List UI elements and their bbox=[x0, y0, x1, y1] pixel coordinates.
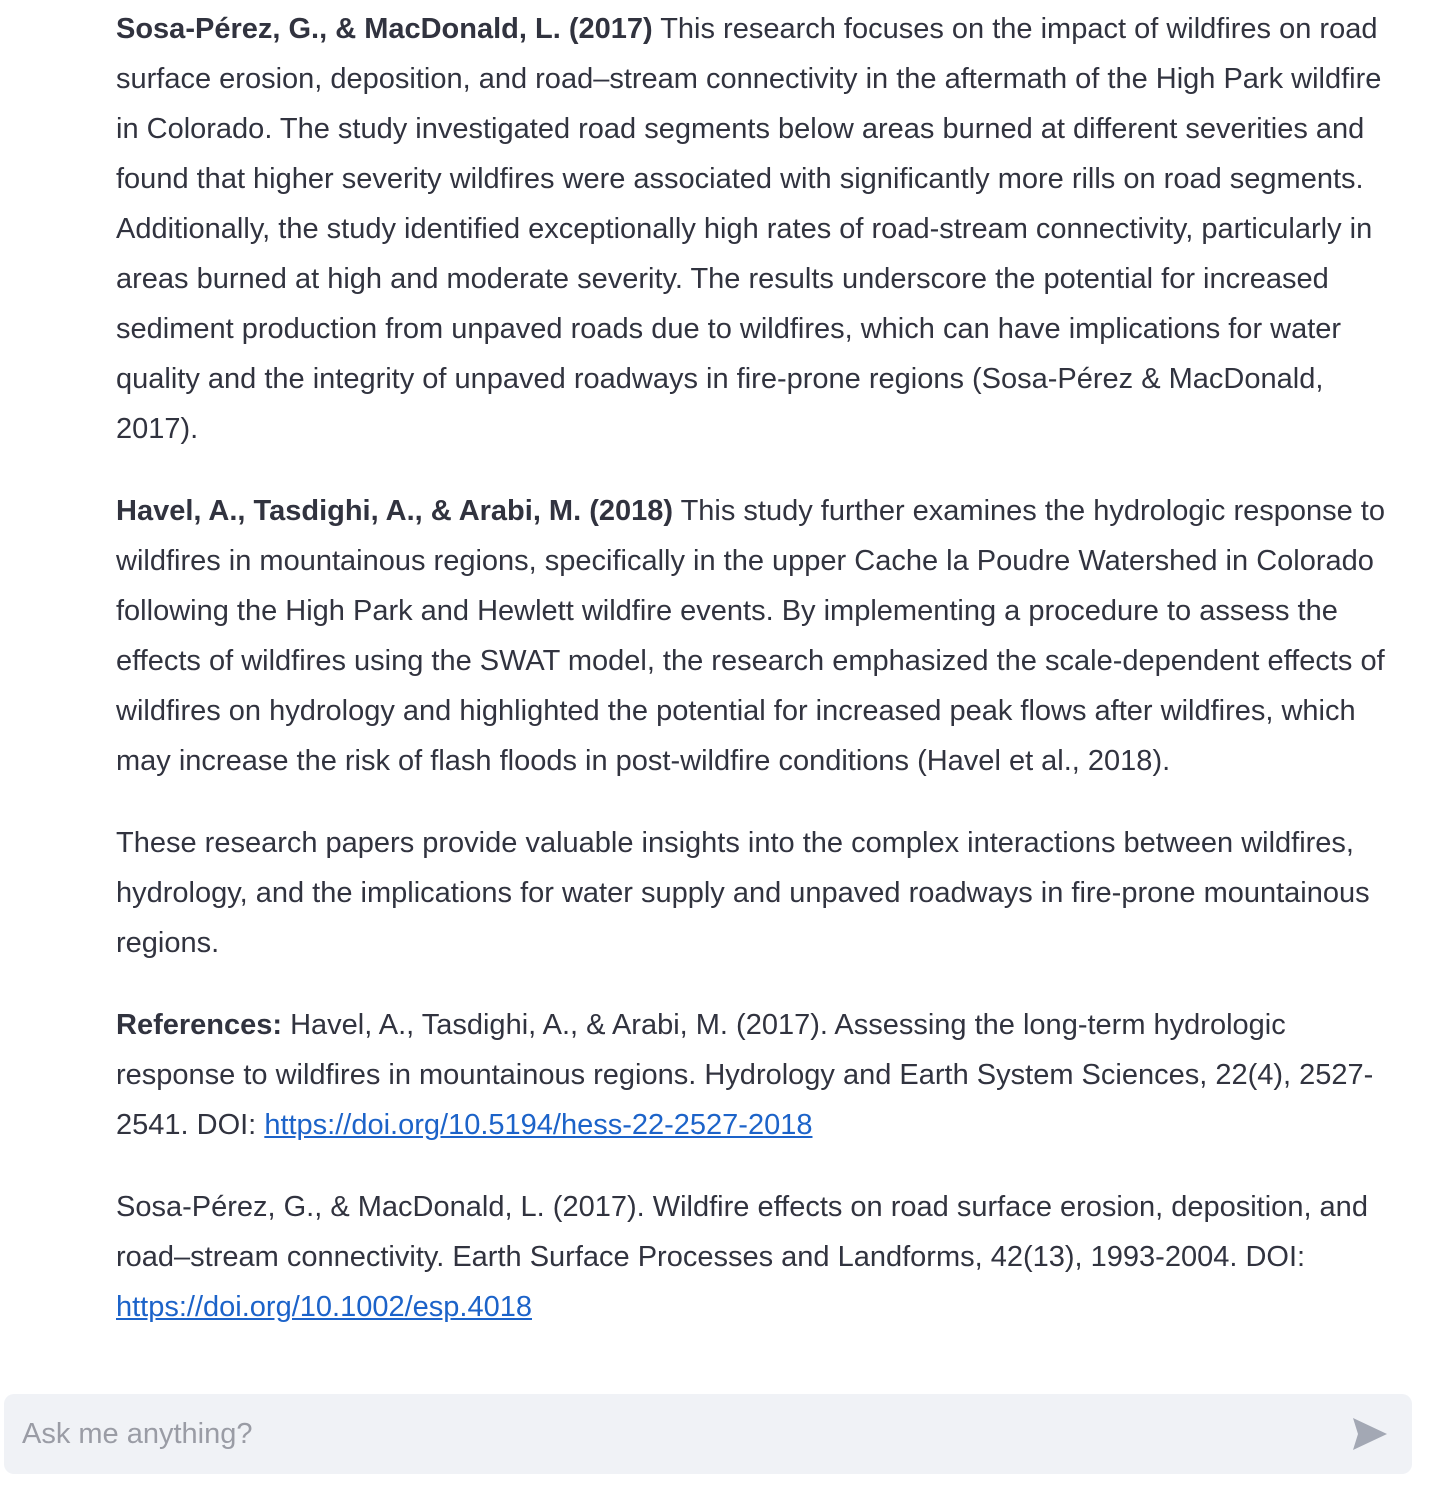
paragraph-havel-summary bbox=[116, 486, 1406, 786]
paragraph-text: These research papers provide valuable insights into the complex interactions between wildfires, hydrology, and the implications for water supply and unpaved roadways in fire-prone mountainous regions. bbox=[116, 827, 1370, 959]
reference-text: Sosa-Pérez, G., & MacDonald, L. (2017). Wildfire effects on road surface erosion, deposition, and road–stream connectivity. Earth Surface Processes and Landforms, 42(13), 1993-2004. DOI: bbox=[116, 1191, 1368, 1273]
assistant-message bbox=[116, 4, 1406, 1364]
chat-input-bar bbox=[4, 1394, 1412, 1474]
send-button[interactable] bbox=[1350, 1414, 1390, 1454]
references-sosa-perez bbox=[116, 1182, 1406, 1332]
paragraph-conclusion bbox=[116, 818, 1406, 968]
paragraph-text: This study further examines the hydrologic response to wildfires in mountainous regions, specifically in the upper Cache la Poudre Watershed in Colorado following the High Park and Hewlett wildfire events. By implementing a procedure to assess the effects of wildfires using the SWAT model, the research emphasized the scale-dependent effects of wildfires on hydrology and highlighted the potential for increased peak flows after wildfires, which may increase the risk of flash floods in post-wildfire conditions (Havel et al., 2018). bbox=[116, 495, 1385, 777]
reference-text: Havel, A., Tasdighi, A., & Arabi, M. (2017). Assessing the long-term hydrologic response to wildfires in mountainous regions. Hydrology and Earth System Sciences, 22(4), 2527-2541. DOI: bbox=[116, 1009, 1374, 1141]
chat-input[interactable] bbox=[22, 1394, 1322, 1474]
paragraph-text: This research focuses on the impact of wildfires on road surface erosion, deposition, and road–stream connectivity in the aftermath of the High Park wildfire in Colorado. The study investigated road segments below areas burned at different severities and found that higher severity wildfires were associated with significantly more rills on road segments. Additionally, the study identified exceptionally high rates of road-stream connectivity, particularly in areas burned at high and moderate severity. The results underscore the potential for increased sediment production from unpaved roads due to wildfires, which can have implications for water quality and the integrity of unpaved roadways in fire-prone regions (Sosa-Pérez & MacDonald, 2017). bbox=[116, 13, 1382, 445]
doi-link-sosa-perez[interactable]: https://doi.org/10.1002/esp.4018 bbox=[116, 1291, 532, 1323]
references-havel bbox=[116, 1000, 1406, 1150]
paragraph-sosa-perez-summary bbox=[116, 4, 1406, 454]
doi-link-havel[interactable]: https://doi.org/10.5194/hess-22-2527-2018 bbox=[264, 1109, 813, 1141]
citation-heading: Sosa-Pérez, G., & MacDonald, L. (2017) bbox=[116, 13, 653, 45]
references-heading: References: bbox=[116, 1009, 283, 1041]
send-icon bbox=[1350, 1414, 1390, 1454]
citation-heading: Havel, A., Tasdighi, A., & Arabi, M. (2018) bbox=[116, 495, 674, 527]
